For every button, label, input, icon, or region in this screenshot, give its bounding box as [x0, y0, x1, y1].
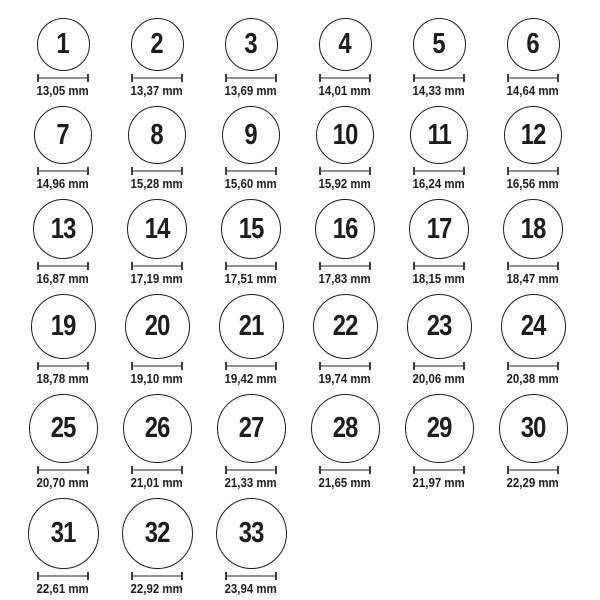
measure-bar — [415, 170, 463, 172]
measure-right-tick-icon — [463, 466, 465, 474]
diameter-measure — [507, 262, 559, 270]
ring-size-number: 8 — [150, 118, 164, 151]
ring-size-row — [16, 294, 600, 386]
ring-circle — [125, 294, 190, 359]
ring-size-cell — [392, 199, 486, 286]
measure-bar — [509, 170, 557, 172]
ring-size-number: 19 — [50, 310, 76, 342]
diameter-label: 13,69 mm — [224, 83, 278, 98]
ring-size-cell — [16, 394, 110, 490]
measure-bar — [509, 77, 557, 79]
measure-bar — [227, 575, 275, 577]
measure-right-tick-icon — [463, 262, 465, 270]
ring-size-number: 17 — [426, 212, 452, 245]
diameter-measure — [131, 167, 183, 175]
ring-size-number: 21 — [238, 310, 264, 342]
ring-size-cell — [16, 199, 110, 286]
diameter-label: 20,06 mm — [412, 371, 466, 386]
diameter-measure — [413, 74, 465, 82]
diameter-measure — [225, 572, 277, 580]
measure-right-tick-icon — [463, 74, 465, 82]
diameter-measure — [37, 466, 89, 474]
ring-circle — [37, 18, 90, 71]
ring-size-cell — [486, 106, 580, 191]
ring-circle — [225, 18, 278, 71]
ring-size-row — [16, 199, 600, 286]
measure-bar — [321, 77, 369, 79]
ring-circle — [313, 294, 378, 359]
ring-size-cell — [110, 18, 204, 98]
diameter-label: 21,33 mm — [224, 475, 278, 490]
ring-circle — [123, 394, 192, 463]
diameter-measure — [319, 74, 371, 82]
ring-size-cell — [16, 106, 110, 191]
diameter-label: 16,87 mm — [36, 271, 90, 286]
measure-right-tick-icon — [181, 74, 183, 82]
ring-size-number: 32 — [144, 517, 170, 549]
diameter-label: 14,96 mm — [36, 176, 90, 191]
measure-right-tick-icon — [275, 167, 277, 175]
ring-size-cell — [486, 18, 580, 98]
ring-size-number: 15 — [238, 212, 264, 245]
measure-bar — [133, 77, 181, 79]
ring-size-row — [16, 106, 600, 191]
diameter-measure — [37, 74, 89, 82]
diameter-label: 21,65 mm — [318, 475, 372, 490]
ring-size-number: 14 — [144, 212, 170, 245]
diameter-measure — [319, 262, 371, 270]
measure-right-tick-icon — [463, 167, 465, 175]
measure-bar — [133, 265, 181, 267]
ring-size-number: 28 — [332, 412, 358, 444]
diameter-measure — [413, 466, 465, 474]
ring-size-cell — [392, 394, 486, 490]
ring-size-cell — [392, 294, 486, 386]
ring-size-row — [16, 18, 600, 98]
ring-size-number: 29 — [426, 412, 452, 444]
measure-bar — [509, 265, 557, 267]
diameter-label: 14,33 mm — [412, 83, 466, 98]
ring-size-cell — [204, 106, 298, 191]
ring-size-number: 18 — [520, 212, 546, 245]
measure-right-tick-icon — [369, 262, 371, 270]
ring-size-number: 16 — [332, 212, 358, 245]
diameter-label: 23,94 mm — [224, 581, 278, 596]
ring-size-number: 20 — [144, 310, 170, 342]
ring-circle — [122, 498, 193, 569]
diameter-measure — [131, 362, 183, 370]
ring-size-number: 24 — [520, 310, 546, 342]
ring-size-cell — [16, 498, 110, 596]
measure-bar — [227, 77, 275, 79]
ring-size-cell — [204, 498, 298, 596]
diameter-measure — [225, 167, 277, 175]
measure-bar — [415, 265, 463, 267]
diameter-label: 15,60 mm — [224, 176, 278, 191]
diameter-label: 14,01 mm — [318, 83, 372, 98]
ring-size-number: 3 — [244, 28, 258, 60]
measure-right-tick-icon — [369, 74, 371, 82]
ring-size-cell — [110, 498, 204, 596]
diameter-label: 13,37 mm — [130, 83, 184, 98]
ring-size-cell — [298, 18, 392, 98]
diameter-measure — [225, 262, 277, 270]
ring-circle — [221, 199, 281, 259]
ring-circle — [316, 106, 374, 164]
ring-size-number: 1 — [56, 28, 70, 60]
diameter-label: 18,78 mm — [36, 371, 90, 386]
diameter-label: 13,05 mm — [36, 83, 90, 98]
diameter-label: 17,19 mm — [130, 271, 184, 286]
ring-size-number: 30 — [520, 412, 546, 444]
diameter-label: 15,28 mm — [130, 176, 184, 191]
diameter-measure — [37, 572, 89, 580]
diameter-label: 14,64 mm — [506, 83, 560, 98]
ring-size-number: 12 — [520, 118, 546, 151]
ring-size-number: 22 — [332, 310, 358, 342]
ring-size-number: 2 — [150, 28, 164, 60]
ring-size-cell — [486, 199, 580, 286]
ring-size-number: 26 — [144, 412, 170, 444]
ring-size-number: 9 — [244, 118, 258, 151]
ring-size-cell — [486, 294, 580, 386]
diameter-measure — [507, 466, 559, 474]
ring-size-number: 31 — [50, 517, 76, 549]
ring-size-cell — [486, 394, 580, 490]
diameter-label: 16,56 mm — [506, 176, 560, 191]
ring-circle — [34, 106, 92, 164]
diameter-measure — [413, 262, 465, 270]
measure-bar — [133, 469, 181, 471]
ring-size-cell — [298, 106, 392, 191]
measure-bar — [133, 170, 181, 172]
diameter-measure — [37, 167, 89, 175]
ring-size-cell — [392, 106, 486, 191]
ring-size-number: 11 — [427, 118, 451, 151]
ring-size-number: 25 — [50, 412, 76, 444]
measure-bar — [227, 469, 275, 471]
diameter-label: 22,61 mm — [36, 581, 90, 596]
ring-size-number: 4 — [338, 28, 352, 60]
measure-right-tick-icon — [181, 167, 183, 175]
measure-bar — [415, 365, 463, 367]
measure-right-tick-icon — [87, 74, 89, 82]
ring-size-cell — [16, 18, 110, 98]
measure-right-tick-icon — [557, 262, 559, 270]
ring-circle — [413, 18, 466, 71]
measure-right-tick-icon — [87, 572, 89, 580]
diameter-measure — [131, 572, 183, 580]
measure-bar — [133, 365, 181, 367]
diameter-label: 20,38 mm — [506, 371, 560, 386]
diameter-measure — [37, 262, 89, 270]
measure-bar — [321, 265, 369, 267]
ring-circle — [31, 294, 96, 359]
diameter-label: 22,29 mm — [506, 475, 560, 490]
measure-right-tick-icon — [87, 167, 89, 175]
diameter-measure — [507, 167, 559, 175]
ring-size-cell — [110, 199, 204, 286]
ring-circle — [28, 498, 99, 569]
ring-circle — [217, 394, 286, 463]
ring-circle — [507, 18, 560, 71]
ring-circle — [409, 199, 469, 259]
ring-circle — [311, 394, 380, 463]
ring-size-cell — [204, 394, 298, 490]
ring-size-number: 6 — [526, 28, 540, 60]
ring-size-number: 5 — [432, 28, 446, 60]
diameter-label: 19,74 mm — [318, 371, 372, 386]
measure-bar — [509, 469, 557, 471]
ring-size-cell — [392, 18, 486, 98]
diameter-label: 17,83 mm — [318, 271, 372, 286]
ring-circle — [315, 199, 375, 259]
ring-size-number: 23 — [426, 310, 452, 342]
measure-right-tick-icon — [557, 466, 559, 474]
ring-circle — [219, 294, 284, 359]
measure-right-tick-icon — [275, 262, 277, 270]
ring-circle — [410, 106, 468, 164]
measure-right-tick-icon — [181, 466, 183, 474]
ring-size-row — [16, 498, 600, 596]
measure-right-tick-icon — [87, 262, 89, 270]
ring-circle — [33, 199, 93, 259]
diameter-measure — [319, 466, 371, 474]
diameter-label: 18,15 mm — [412, 271, 466, 286]
measure-bar — [509, 365, 557, 367]
ring-circle — [407, 294, 472, 359]
diameter-measure — [319, 362, 371, 370]
ring-circle — [319, 18, 372, 71]
ring-circle — [127, 199, 187, 259]
measure-bar — [227, 170, 275, 172]
measure-right-tick-icon — [275, 74, 277, 82]
diameter-measure — [225, 466, 277, 474]
diameter-measure — [507, 362, 559, 370]
diameter-measure — [37, 362, 89, 370]
diameter-label: 18,47 mm — [506, 271, 560, 286]
ring-size-cell — [204, 18, 298, 98]
ring-size-row — [16, 394, 600, 490]
diameter-label: 19,10 mm — [130, 371, 184, 386]
diameter-label: 19,42 mm — [224, 371, 278, 386]
ring-size-number: 33 — [238, 517, 264, 549]
measure-bar — [321, 469, 369, 471]
ring-size-cell — [204, 294, 298, 386]
measure-bar — [227, 365, 275, 367]
ring-size-number: 13 — [50, 212, 76, 245]
measure-right-tick-icon — [275, 362, 277, 370]
ring-size-cell — [110, 294, 204, 386]
ring-size-number: 27 — [238, 412, 264, 444]
measure-bar — [39, 575, 87, 577]
ring-size-cell — [298, 394, 392, 490]
measure-right-tick-icon — [181, 572, 183, 580]
diameter-label: 17,51 mm — [224, 271, 278, 286]
diameter-measure — [319, 167, 371, 175]
ring-circle — [131, 18, 184, 71]
diameter-label: 21,97 mm — [412, 475, 466, 490]
measure-right-tick-icon — [463, 362, 465, 370]
diameter-measure — [413, 362, 465, 370]
ring-circle — [499, 394, 568, 463]
diameter-label: 15,92 mm — [318, 176, 372, 191]
ring-size-cell — [298, 294, 392, 386]
ring-circle — [503, 199, 563, 259]
diameter-measure — [131, 74, 183, 82]
measure-bar — [415, 77, 463, 79]
measure-right-tick-icon — [369, 362, 371, 370]
diameter-measure — [225, 74, 277, 82]
measure-right-tick-icon — [369, 466, 371, 474]
diameter-measure — [131, 466, 183, 474]
diameter-label: 22,92 mm — [130, 581, 184, 596]
measure-bar — [133, 575, 181, 577]
ring-size-cell — [110, 394, 204, 490]
ring-size-cell — [16, 294, 110, 386]
ring-circle — [501, 294, 566, 359]
ring-size-cell — [110, 106, 204, 191]
measure-right-tick-icon — [557, 167, 559, 175]
ring-circle — [128, 106, 186, 164]
measure-right-tick-icon — [275, 466, 277, 474]
ring-circle — [504, 106, 562, 164]
ring-size-number: 7 — [56, 118, 70, 151]
ring-size-number: 10 — [332, 118, 358, 151]
measure-bar — [39, 365, 87, 367]
measure-bar — [39, 77, 87, 79]
diameter-measure — [413, 167, 465, 175]
measure-bar — [39, 265, 87, 267]
measure-bar — [321, 365, 369, 367]
measure-right-tick-icon — [369, 167, 371, 175]
ring-size-cell — [298, 199, 392, 286]
ring-circle — [405, 394, 474, 463]
ring-circle — [29, 394, 98, 463]
measure-bar — [227, 265, 275, 267]
diameter-measure — [131, 262, 183, 270]
diameter-measure — [507, 74, 559, 82]
measure-bar — [415, 469, 463, 471]
measure-bar — [39, 170, 87, 172]
diameter-label: 16,24 mm — [412, 176, 466, 191]
measure-right-tick-icon — [181, 262, 183, 270]
ring-circle — [216, 498, 287, 569]
diameter-measure — [225, 362, 277, 370]
measure-right-tick-icon — [181, 362, 183, 370]
measure-right-tick-icon — [87, 362, 89, 370]
ring-circle — [222, 106, 280, 164]
measure-bar — [39, 469, 87, 471]
measure-right-tick-icon — [557, 74, 559, 82]
diameter-label: 20,70 mm — [36, 475, 90, 490]
measure-right-tick-icon — [87, 466, 89, 474]
measure-bar — [321, 170, 369, 172]
ring-size-cell — [204, 199, 298, 286]
measure-right-tick-icon — [557, 362, 559, 370]
diameter-label: 21,01 mm — [130, 475, 184, 490]
measure-right-tick-icon — [275, 572, 277, 580]
